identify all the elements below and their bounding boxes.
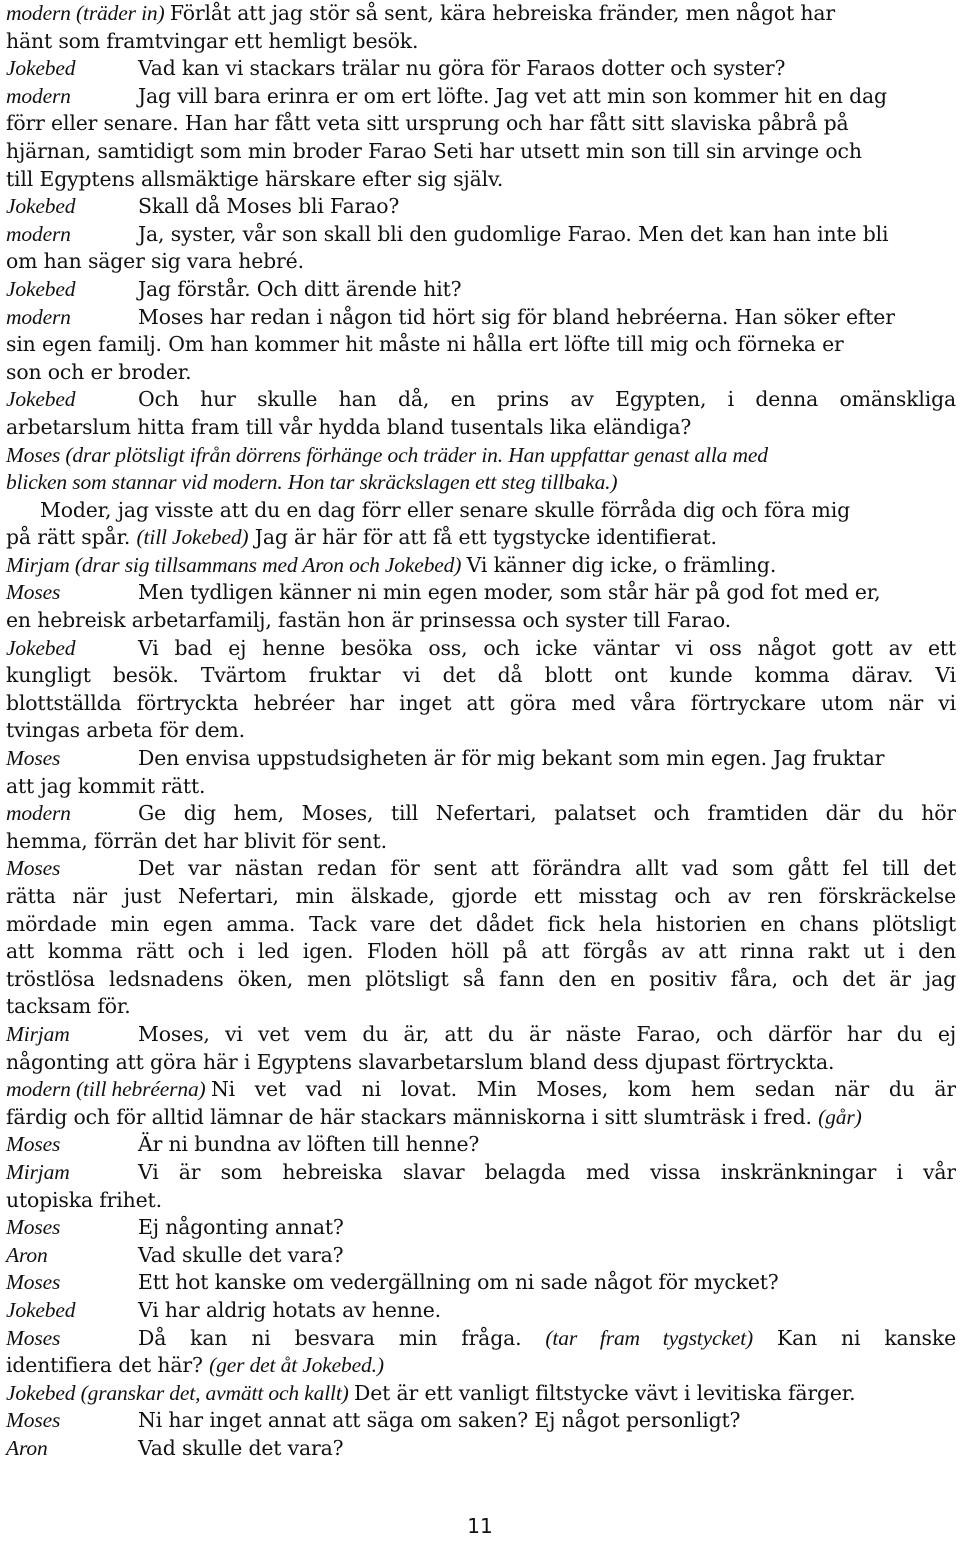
dialogue-line: [6, 966, 956, 994]
dialogue-line: [6, 635, 956, 663]
dialogue-line: [6, 28, 956, 56]
line-text: tvingas arbeta för dem.: [6, 718, 245, 743]
stage-direction-line: [6, 442, 956, 470]
dialogue-line: [6, 110, 956, 138]
line-text: son och er broder.: [6, 359, 192, 384]
line-text: Är ni bundna av löften till henne?: [138, 1132, 480, 1157]
line-text: till Egyptens allsmäktige härskare efter sig själv.: [6, 166, 504, 191]
stage-direction: Moses (drar plötsligt ifrån dörrens förhänge och träder in. Han uppfattar genast alla med: [6, 442, 768, 467]
line-text: Vad skulle det vara?: [138, 1435, 344, 1460]
line-text: Moses, vi vet vem du är, att du är näste Farao, och därför har du ej: [138, 1021, 956, 1046]
speaker-name: Moses: [6, 746, 61, 771]
dialogue-line: [6, 911, 956, 939]
dialogue-line: [6, 993, 956, 1021]
line-text: Den envisa uppstudsigheten är för mig bekant som min egen. Jag fruktar: [138, 746, 885, 771]
dialogue-line: [6, 579, 956, 607]
line-text: Ej någonting annat?: [138, 1215, 344, 1240]
line-text: Det är ett vanligt filtstycke vävt i levitiska färger.: [354, 1380, 856, 1405]
speaker-name: modern (till hebréerna): [6, 1077, 206, 1102]
aside-direction: (tar fram tygstycket): [545, 1325, 754, 1350]
line-text: arbetarslum hitta fram till vår hydda bland tusentals lika eländiga?: [6, 414, 692, 439]
line-text: Jag är här för att få ett tygstycke identifierat.: [254, 525, 717, 550]
dialogue-line: [6, 304, 956, 332]
dialogue-line: [6, 828, 956, 856]
speaker-name: Moses: [6, 856, 61, 881]
dialogue-line: [6, 414, 956, 442]
line-text: Vi bad ej henne besöka oss, och icke väntar vi oss något gott av ett: [138, 635, 956, 660]
line-text: Ni har inget annat att säga om saken? Ej något personligt?: [138, 1408, 741, 1433]
line-text: färdig och för alltid lämnar de här stackars människorna i sitt slumträsk i fred.: [6, 1104, 812, 1129]
dialogue-line: [6, 1214, 956, 1242]
speaker-name: Aron: [6, 1435, 48, 1460]
line-text: tacksam för.: [6, 994, 131, 1019]
page-number: 11: [467, 1514, 493, 1538]
aside-direction: (till Jokebed): [136, 525, 249, 550]
dialogue-line: [6, 497, 956, 525]
dialogue-line: [6, 1380, 956, 1408]
speaker-name: modern (träder in): [6, 1, 165, 25]
dialogue-line: [6, 1269, 956, 1297]
speaker-name: modern: [6, 221, 71, 246]
dialogue-line: [6, 0, 956, 28]
dialogue-line: [6, 1297, 956, 1325]
speaker-name: Mirjam: [6, 1159, 70, 1184]
dialogue-line: [6, 855, 956, 883]
line-text: tröstlösa ledsnadens öken, men plötsligt så fann den en positiv fåra, och det är jag: [6, 966, 956, 991]
dialogue-line: [6, 193, 956, 221]
dialogue-line: [6, 1352, 956, 1380]
line-text: hänt som framtvingar ett hemligt besök.: [6, 28, 419, 53]
speaker-name: Moses: [6, 1132, 61, 1157]
dialogue-line: [6, 248, 956, 276]
speaker-name: Jokebed: [6, 276, 76, 301]
line-text: Vi känner dig icke, o främling.: [466, 552, 777, 577]
script-page: [6, 0, 956, 1462]
dialogue-line: [6, 1021, 956, 1049]
speaker-name: Jokebed: [6, 635, 76, 660]
dialogue-line: [6, 773, 956, 801]
line-text: hjärnan, samtidigt som min broder Farao Seti har utsett min son till sin arvinge och: [6, 138, 862, 163]
line-text: Vi är som hebreiska slavar belagda med vissa inskränkningar i vår: [138, 1159, 956, 1184]
dialogue-line: [6, 276, 956, 304]
speaker-name: Moses: [6, 1325, 61, 1350]
line-text: Skall då Moses bli Farao?: [138, 194, 400, 219]
aside-direction: (ger det åt Jokebed.): [209, 1353, 384, 1378]
line-text: utopiska frihet.: [6, 1187, 162, 1212]
speaker-name: Moses: [6, 580, 61, 605]
dialogue-line: [6, 331, 956, 359]
speaker-name: Moses: [6, 1408, 61, 1433]
line-text: identifiera det här?: [6, 1353, 203, 1378]
dialogue-line: [6, 1131, 956, 1159]
line-text: Kan ni kanske: [777, 1325, 956, 1350]
line-text: kungligt besök. Tvärtom fruktar vi det då blott ont kunde komma därav. Vi: [6, 663, 956, 688]
line-text: Och hur skulle han då, en prins av Egypten, i denna omänskliga: [138, 387, 956, 412]
dialogue-line: [6, 552, 956, 580]
line-text: Ni vet vad ni lovat. Min Moses, kom hem sedan när du är: [210, 1077, 956, 1102]
dialogue-line: [6, 745, 956, 773]
dialogue-line: [6, 166, 956, 194]
line-text: någonting att göra här i Egyptens slavarbetarslum bland dess djupast förtryckta.: [6, 1049, 835, 1074]
line-text: Det var nästan redan för sent att förändra allt vad som gått fel till det: [138, 856, 956, 881]
dialogue-line: [6, 386, 956, 414]
line-text: mördade min egen amma. Tack vare det dådet fick hela historien en chans plötsligt: [6, 911, 956, 936]
speaker-name: Mirjam (drar sig tillsammans med Aron och Jokebed): [6, 552, 462, 577]
dialogue-line: [6, 524, 956, 552]
dialogue-line: [6, 1187, 956, 1215]
dialogue-line: [6, 55, 956, 83]
line-text: om han säger sig vara hebré.: [6, 249, 304, 274]
line-text: att komma rätt och i led igen. Floden höll på att förgås av att rinna rakt ut i den: [6, 939, 956, 964]
speaker-name: Jokebed (granskar det, avmätt och kallt): [6, 1380, 349, 1405]
line-text: sin egen familj. Om han kommer hit måste ni hålla ert löfte till mig och förneka er: [6, 332, 844, 357]
line-text: Men tydligen känner ni min egen moder, som står här på god fot med er,: [138, 580, 881, 605]
speaker-name: Moses: [6, 1270, 61, 1295]
dialogue-line: [6, 883, 956, 911]
dialogue-line: [6, 607, 956, 635]
line-text: Moses har redan i någon tid hört sig för bland hebréerna. Han söker efter: [138, 304, 895, 329]
speaker-name: Mirjam: [6, 1021, 70, 1046]
dialogue-line: [6, 221, 956, 249]
dialogue-line: [6, 1076, 956, 1104]
dialogue-line: [6, 1104, 956, 1132]
speaker-name: Jokebed: [6, 387, 76, 412]
dialogue-line: [6, 800, 956, 828]
line-text: Ett hot kanske om vedergällning om ni sade något för mycket?: [138, 1270, 779, 1295]
line-text: blottställda förtryckta hebréer har inget att göra med våra förtryckare utom när vi: [6, 690, 956, 715]
dialogue-line: [6, 83, 956, 111]
line-text: Vi har aldrig hotats av henne.: [138, 1297, 441, 1322]
line-text: Vad skulle det vara?: [138, 1242, 344, 1267]
dialogue-line: [6, 938, 956, 966]
speaker-name: Aron: [6, 1242, 48, 1267]
line-text: förr eller senare. Han har fått veta sitt ursprung och har fått sitt slaviska påbrå på: [6, 111, 849, 136]
dialogue-line: [6, 1159, 956, 1187]
dialogue-lines: [6, 0, 956, 1462]
line-text: Ja, syster, vår son skall bli den gudomlige Farao. Men det kan han inte bli: [138, 221, 889, 246]
dialogue-line: [6, 717, 956, 745]
stage-direction-line: [6, 469, 956, 497]
line-text: Jag förstår. Och ditt ärende hit?: [138, 276, 462, 301]
line-text: rätta när just Nefertari, min älskade, gjorde ett misstag och av ren förskräckelse: [6, 884, 956, 908]
dialogue-line: [6, 690, 956, 718]
line-text: Förlåt att jag stör så sent, kära hebreiska fränder, men något har: [169, 1, 836, 25]
dialogue-line: [6, 1242, 956, 1270]
dialogue-line: [6, 359, 956, 387]
line-text: Ge dig hem, Moses, till Nefertari, palatset och framtiden där du hör: [138, 801, 956, 826]
speaker-name: Jokebed: [6, 1297, 76, 1322]
line-text: Moder, jag visste att du en dag förr eller senare skulle förråda dig och föra mig: [40, 497, 851, 522]
speaker-name: modern: [6, 83, 71, 108]
line-text: en hebreisk arbetarfamilj, fastän hon är prinsessa och syster till Farao.: [6, 608, 731, 633]
stage-direction: blicken som stannar vid modern. Hon tar skräckslagen ett steg tillbaka.): [6, 470, 618, 495]
speaker-name: Jokebed: [6, 56, 76, 81]
speaker-name: modern: [6, 304, 71, 329]
dialogue-line: [6, 1435, 956, 1463]
speaker-name: Moses: [6, 1215, 61, 1240]
speaker-name: Jokebed: [6, 194, 76, 219]
line-text: hemma, förrän det har blivit för sent.: [6, 828, 387, 853]
speaker-name: modern: [6, 801, 71, 826]
dialogue-line: [6, 662, 956, 690]
aside-direction: (går): [818, 1104, 862, 1129]
line-text: Då kan ni besvara min fråga.: [138, 1325, 522, 1350]
dialogue-line: [6, 138, 956, 166]
dialogue-line: [6, 1049, 956, 1077]
dialogue-line: [6, 1407, 956, 1435]
line-text: att jag kommit rätt.: [6, 773, 206, 798]
line-text: Vad kan vi stackars trälar nu göra för Faraos dotter och syster?: [138, 56, 786, 81]
dialogue-line: [6, 1325, 956, 1353]
line-text: på rätt spår.: [6, 525, 131, 550]
line-text: Jag vill bara erinra er om ert löfte. Jag vet att min son kommer hit en dag: [138, 83, 887, 108]
